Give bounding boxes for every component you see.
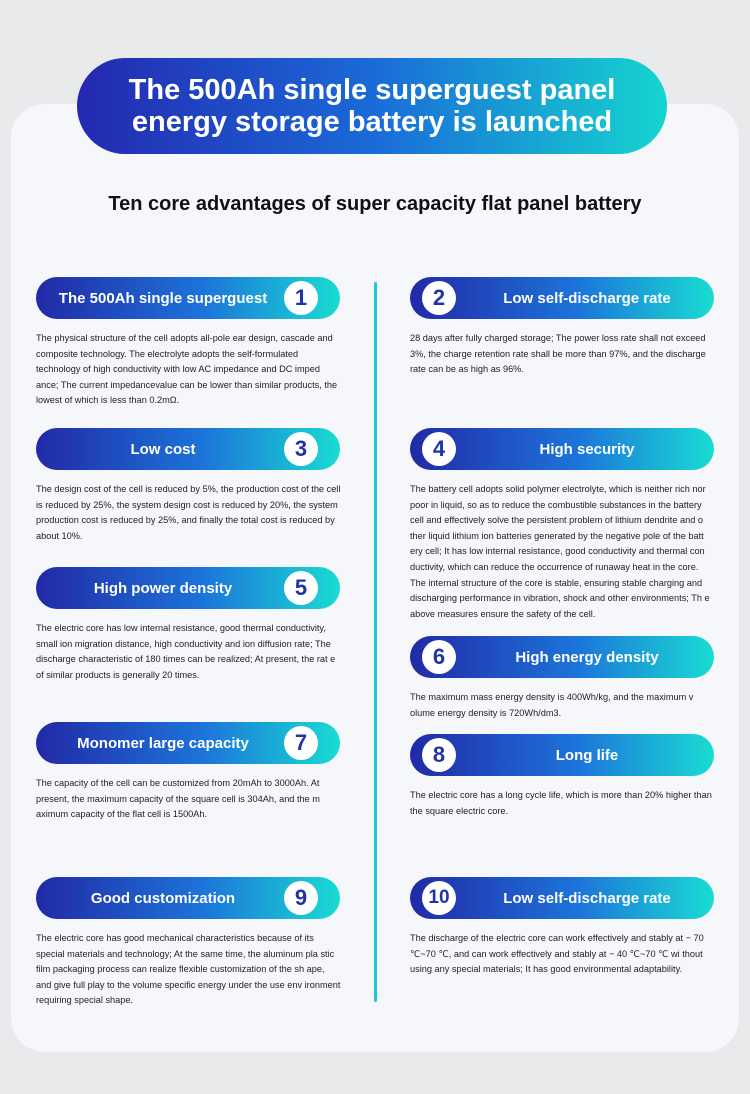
advantage-4-number: 4: [422, 432, 456, 466]
advantage-7-number: 7: [284, 726, 318, 760]
advantage-3: [36, 428, 342, 544]
advantage-9-number: 9: [284, 881, 318, 915]
advantage-4: [410, 428, 716, 622]
advantage-2-number: 2: [422, 281, 456, 315]
advantage-9: [36, 877, 342, 1009]
advantage-6-number: 6: [422, 640, 456, 674]
advantage-8-text: The electric core has a long cycle life, which is more than 20% higher than the square electric core.: [410, 790, 712, 816]
advantage-8-title: Long life: [555, 746, 619, 764]
advantage-8-header: [410, 734, 714, 776]
advantage-3-text: The design cost of the cell is reduced by 5%, the production cost of the cell is reduced by 25%, the system design cost is reduced by 20%, the system production cost is reduced by 25%, and finally the total cost is reduced by about 10%.: [36, 484, 341, 541]
advantage-8-number: 8: [422, 738, 456, 772]
advantage-10-number: 10: [422, 881, 456, 915]
advantage-3-number: 3: [284, 432, 318, 466]
advantage-5-text: The electric core has low internal resistance, good thermal conductivity, small ion migration distance, high conductivity and ion diffusion rate; The discharge characteristic of 180 times can be realized; At present, the rat e of similar products is generally 20 times.: [36, 623, 336, 680]
advantage-9-header: [36, 877, 340, 919]
advantage-6-title: High energy density: [515, 648, 659, 666]
advantage-10-text: The discharge of the electric core can work effectively and stably at − 70 ℃~70 ℃, and can work effectively and stably at − 40 ℃~70 ℃ wi thout using any special materials; It has good environmental adaptability.: [410, 933, 704, 975]
advantage-9-text: The electric core has good mechanical characteristics because of its special materials and technology; At the same time, the aluminum pla stic film packaging process can realize flexible customization of the sh ape, and give full play to the volume specific energy under the use env ironment requiring special shape.: [36, 933, 341, 1006]
advantage-3-title: Low cost: [130, 440, 196, 458]
advantage-5-header: [36, 567, 340, 609]
advantage-2-title: Low self-discharge rate: [503, 289, 671, 307]
advantage-5-number: 5: [284, 571, 318, 605]
advantage-7-title: Monomer large capacity: [77, 734, 249, 752]
page-title: The 500Ah single superguest panel energy storage battery is launched: [77, 58, 667, 154]
advantage-3-header: [36, 428, 340, 470]
advantage-10-header: [410, 877, 714, 919]
advantage-6: [410, 636, 716, 721]
advantage-2-text: 28 days after fully charged storage; The power loss rate shall not exceed 3%, the charge retention rate shall be more than 97%, and the discharge rate can be as high as 96%.: [410, 333, 706, 375]
advantage-1-title: The 500Ah single superguest: [58, 289, 268, 307]
advantage-1-text: The physical structure of the cell adopts all-pole ear design, cascade and composite technology. The electrolyte adopts the self-formulated technology of high conductivity with low AC impedance and DC imped ance; The current impedancevalue can be lower than similar products, the lowest of which is less than 0.2mΩ.: [36, 333, 338, 406]
advantage-1-number: 1: [284, 281, 318, 315]
advantage-7-text: The capacity of the cell can be customized from 20mAh to 3000Ah. At present, the maximum capacity of the square cell is 304Ah, and the m aximum capacity of the flat cell is 1500Ah.: [36, 778, 320, 820]
center-divider: [374, 282, 377, 1002]
advantage-7-header: [36, 722, 340, 764]
advantage-4-text: The battery cell adopts solid polymer electrolyte, which is neither rich nor poor in liquid, so as to reduce the combustible substances in the battery cell and effectively solve the persistent problem of lithium dendrite and o ther liquid lithium ion batteries generated by the negative pole of the batt ery cell; It has low internal resistance, good conductivity and thermal con ductivity, which can reduce the occurrence of runaway heat in the core. The internal structure of the core is stable, ensuring stable charging and discharging performance in vibration, shock and other environments; Th e above measures ensure the safety of the cell.: [410, 484, 710, 619]
advantage-10: [410, 877, 716, 978]
advantage-5-title: High power density: [93, 579, 233, 597]
advantage-1: [36, 277, 342, 409]
advantage-6-text: The maximum mass energy density is 400Wh/kg, and the maximum v olume energy density is 720Wh/dm3.: [410, 692, 694, 718]
advantage-1-header: [36, 277, 340, 319]
advantage-6-header: [410, 636, 714, 678]
advantage-10-title: Low self-discharge rate: [503, 889, 671, 907]
subtitle: Ten core advantages of super capacity flat panel battery: [108, 193, 642, 215]
advantage-9-title: Good customization: [90, 889, 236, 907]
advantage-2: [410, 277, 716, 378]
advantage-5: [36, 567, 342, 683]
advantage-7: [36, 722, 342, 823]
advantage-8: [410, 734, 716, 819]
advantage-4-header: [410, 428, 714, 470]
advantage-4-title: High security: [539, 440, 635, 458]
advantage-2-header: [410, 277, 714, 319]
